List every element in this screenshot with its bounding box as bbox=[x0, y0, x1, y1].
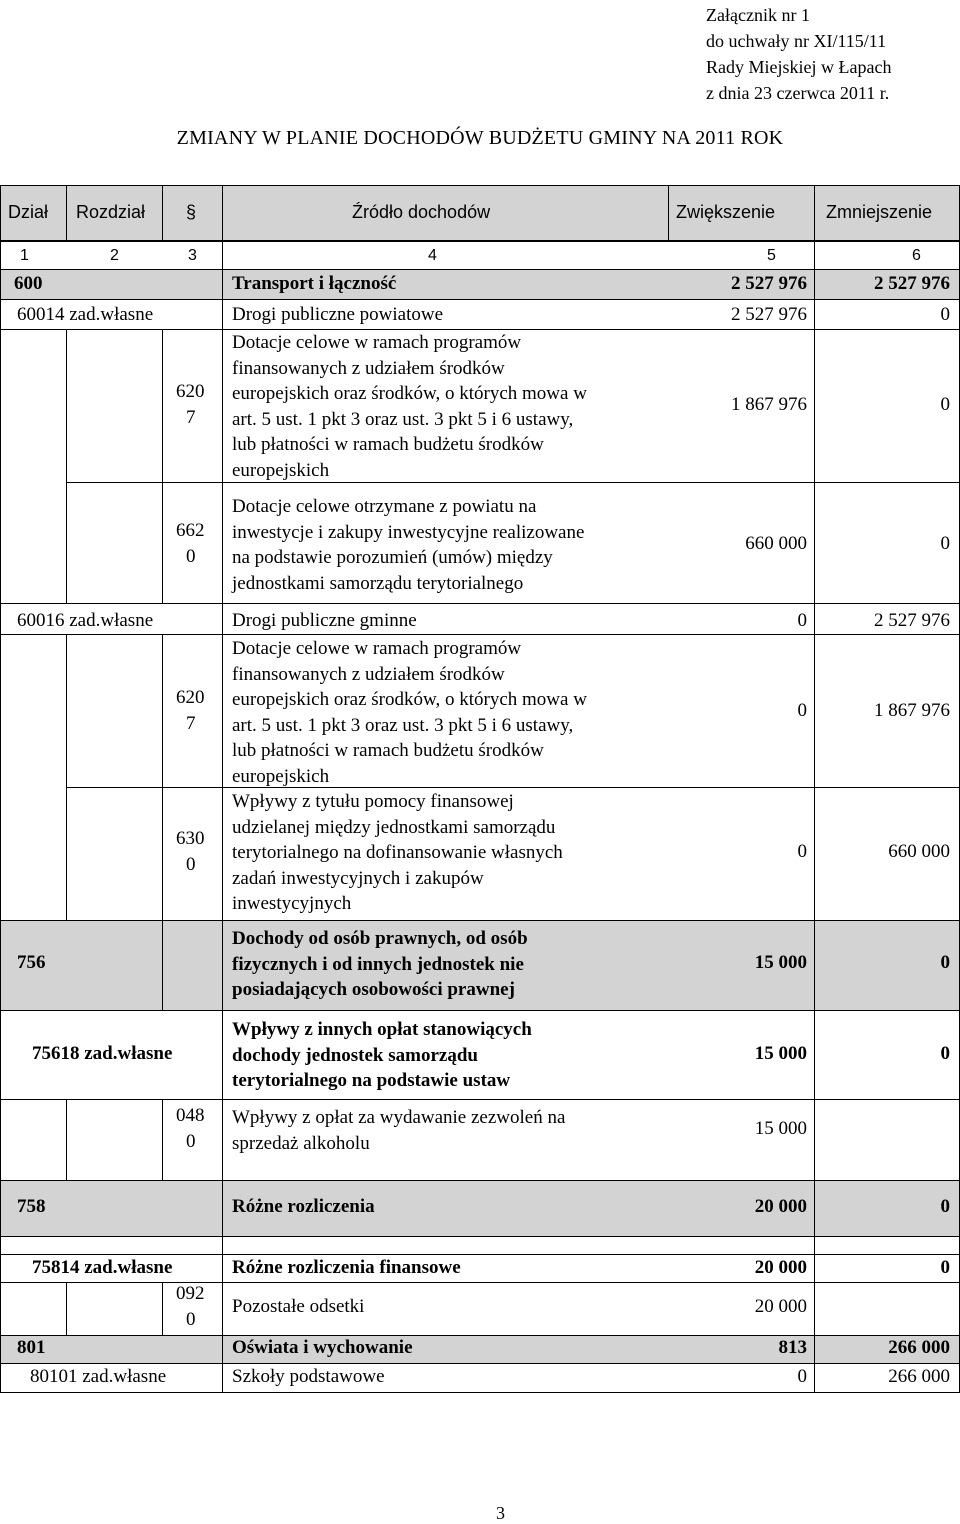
paragraph-code-suffix: 0 bbox=[186, 1309, 196, 1330]
row-dzial: 758 bbox=[17, 1196, 46, 1217]
paragraph-code: 630 bbox=[176, 828, 205, 849]
row-bg bbox=[0, 1335, 960, 1363]
row-decrease: 266 000 bbox=[888, 1337, 950, 1358]
header-rozdzial: Rozdział bbox=[76, 202, 146, 222]
col-number: 1 bbox=[20, 247, 29, 264]
row-description bbox=[232, 636, 587, 789]
row-increase: 2 527 976 bbox=[731, 273, 807, 294]
row-dzial: 801 bbox=[17, 1337, 46, 1358]
row-decrease: 266 000 bbox=[888, 1366, 950, 1387]
row-name: Oświata i wychowanie bbox=[232, 1337, 413, 1358]
row-description bbox=[232, 1017, 532, 1094]
row-name: Transport i łączność bbox=[232, 273, 397, 294]
row-description bbox=[232, 789, 563, 917]
row-increase: 15 000 bbox=[754, 1043, 807, 1064]
row-rozdzial: 60014 zad.własne bbox=[17, 304, 154, 325]
row-decrease: 2 527 976 bbox=[874, 610, 950, 631]
desc-line: zadań inwestycyjnych i zakupów bbox=[232, 867, 484, 889]
desc-line: finansowanych z udziałem środków bbox=[232, 357, 505, 379]
desc-line: lub płatności w ramach budżetu środków bbox=[232, 740, 544, 761]
row-rozdzial: 60016 zad.własne bbox=[17, 610, 154, 631]
paragraph-code-suffix: 0 bbox=[186, 854, 196, 875]
desc-line: europejskich oraz środków, o których mowa w bbox=[232, 689, 587, 710]
row-increase: 0 bbox=[797, 700, 807, 721]
row-increase: 2 527 976 bbox=[731, 304, 807, 325]
paragraph-code: 620 bbox=[176, 381, 205, 402]
annex-line: z dnia 23 czerwca 2011 r. bbox=[706, 83, 890, 103]
row-name: Różne rozliczenia finansowe bbox=[232, 1257, 461, 1278]
annex-line: do uchwały nr XI/115/11 bbox=[706, 31, 887, 51]
annex-line: Załącznik nr 1 bbox=[706, 5, 810, 25]
row-description bbox=[232, 330, 587, 483]
col-number: 5 bbox=[767, 247, 776, 264]
row-name: Pozostałe odsetki bbox=[232, 1296, 365, 1317]
header-zwiekszenie: Zwiększenie bbox=[676, 202, 776, 222]
row-increase: 0 bbox=[797, 610, 807, 631]
desc-line: posiadających osobowości prawnej bbox=[232, 979, 515, 1000]
row-bg bbox=[0, 269, 960, 299]
row-rozdzial: 75618 zad.własne bbox=[32, 1043, 173, 1064]
row-increase: 20 000 bbox=[754, 1296, 807, 1317]
desc-line: dochody jednostek samorządu bbox=[232, 1044, 478, 1066]
col-number: 2 bbox=[110, 247, 119, 264]
row-name: Różne rozliczenia bbox=[232, 1196, 375, 1217]
row-increase: 813 bbox=[778, 1337, 807, 1358]
col-number: 3 bbox=[188, 247, 197, 264]
row-rozdzial: 80101 zad.własne bbox=[30, 1366, 167, 1387]
row-name: Szkoły podstawowe bbox=[232, 1366, 385, 1387]
row-rozdzial: 75814 zad.własne bbox=[32, 1257, 173, 1278]
row-increase: 20 000 bbox=[754, 1257, 807, 1278]
header-paragraph: § bbox=[186, 202, 197, 222]
desc-line: Wpływy z opłat za wydawanie zezwoleń na bbox=[232, 1107, 566, 1128]
row-decrease: 0 bbox=[940, 952, 950, 973]
row-decrease: 2 527 976 bbox=[874, 273, 950, 294]
desc-line: finansowanych z udziałem środków bbox=[232, 663, 505, 685]
desc-line: Dotacje celowe w ramach programów bbox=[232, 638, 522, 659]
paragraph-code: 092 bbox=[176, 1283, 205, 1304]
row-name: Drogi publiczne powiatowe bbox=[232, 304, 444, 325]
row-decrease: 0 bbox=[940, 1043, 950, 1064]
row-increase: 0 bbox=[797, 841, 807, 862]
desc-line: inwestycje i zakupy inwestycyjne realizowane bbox=[232, 521, 585, 543]
row-decrease: 1 867 976 bbox=[874, 700, 950, 721]
row-increase: 1 867 976 bbox=[731, 394, 807, 415]
row-increase: 15 000 bbox=[754, 1118, 807, 1139]
desc-line: europejskich bbox=[232, 765, 330, 787]
row-name: Drogi publiczne gminne bbox=[232, 610, 417, 631]
desc-line: terytorialnego na dofinansowanie własnych bbox=[232, 842, 563, 863]
row-description bbox=[232, 926, 528, 1003]
desc-line: sprzedaż alkoholu bbox=[232, 1132, 370, 1154]
paragraph-code-suffix: 0 bbox=[186, 546, 196, 567]
paragraph-code: 620 bbox=[176, 687, 205, 708]
header-zmniejszenie: Zmniejszenie bbox=[826, 202, 933, 222]
paragraph-code-suffix: 7 bbox=[186, 407, 196, 428]
row-increase: 660 000 bbox=[745, 533, 807, 554]
row-increase: 0 bbox=[797, 1366, 807, 1387]
desc-line: lub płatności w ramach budżetu środków bbox=[232, 434, 544, 455]
row-description bbox=[232, 494, 584, 596]
col-number: 6 bbox=[912, 247, 921, 264]
row-dzial: 600 bbox=[14, 273, 43, 294]
desc-line: inwestycyjnych bbox=[232, 893, 352, 914]
desc-line: fizycznych i od innych jednostek nie bbox=[232, 953, 524, 975]
annex-block bbox=[706, 2, 891, 106]
desc-line: Dochody od osób prawnych, od osób bbox=[232, 928, 528, 949]
document-title: ZMIANY W PLANIE DOCHODÓW BUDŻETU GMINY NA 2011 ROK bbox=[176, 127, 784, 149]
desc-line: Wpływy z tytułu pomocy finansowej bbox=[232, 791, 514, 812]
row-decrease: 0 bbox=[940, 394, 950, 415]
desc-line: europejskich bbox=[232, 459, 330, 481]
desc-line: art. 5 ust. 1 pkt 3 oraz ust. 3 pkt 5 i 6 ustawy, bbox=[232, 408, 574, 430]
row-decrease: 0 bbox=[940, 1257, 950, 1278]
row-increase: 15 000 bbox=[754, 952, 807, 973]
row-decrease: 660 000 bbox=[888, 841, 950, 862]
header-dzial: Dział bbox=[8, 202, 49, 222]
desc-line: Dotacje celowe w ramach programów bbox=[232, 332, 522, 353]
row-decrease: 0 bbox=[940, 304, 950, 325]
row-bg bbox=[0, 1180, 960, 1236]
row-decrease: 0 bbox=[940, 1196, 950, 1217]
table-header bbox=[0, 185, 960, 241]
desc-line: udzielanej między jednostkami samorządu bbox=[232, 816, 556, 838]
desc-line: europejskich oraz środków, o których mowa w bbox=[232, 383, 587, 404]
desc-line: na podstawie porozumień (umów) między bbox=[232, 547, 553, 568]
page-number: 3 bbox=[496, 1503, 505, 1523]
desc-line: terytorialnego na podstawie ustaw bbox=[232, 1070, 511, 1091]
paragraph-code: 048 bbox=[176, 1105, 205, 1126]
row-dzial: 756 bbox=[17, 952, 46, 973]
paragraph-code-suffix: 7 bbox=[186, 713, 196, 734]
col-number: 4 bbox=[428, 247, 437, 264]
header-zrodlo: Źródło dochodów bbox=[352, 202, 491, 222]
desc-line: jednostkami samorządu terytorialnego bbox=[232, 572, 524, 594]
paragraph-code: 662 bbox=[176, 520, 205, 541]
row-description bbox=[232, 1105, 565, 1156]
annex-line: Rady Miejskiej w Łapach bbox=[706, 57, 892, 77]
desc-line: Dotacje celowe otrzymane z powiatu na bbox=[232, 496, 537, 517]
row-decrease: 0 bbox=[940, 533, 950, 554]
desc-line: Wpływy z innych opłat stanowiących bbox=[232, 1019, 532, 1040]
paragraph-code-suffix: 0 bbox=[186, 1131, 196, 1152]
row-increase: 20 000 bbox=[754, 1196, 807, 1217]
desc-line: art. 5 ust. 1 pkt 3 oraz ust. 3 pkt 5 i 6 ustawy, bbox=[232, 714, 574, 736]
